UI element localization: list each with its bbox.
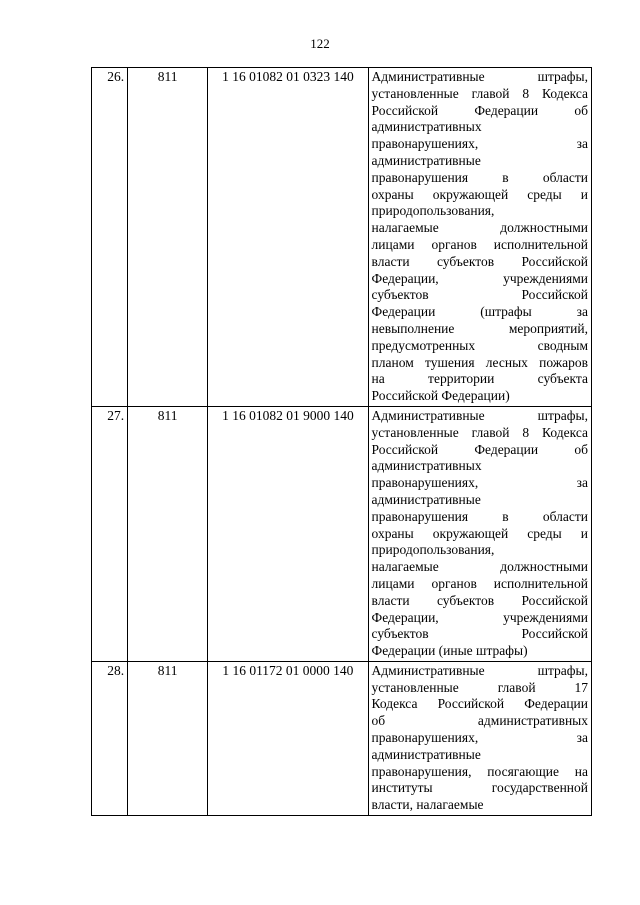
row-number: 28.: [92, 661, 128, 815]
description-line: правонарушениях, за: [371, 730, 588, 746]
description-line: налагаемые должностными: [371, 220, 588, 236]
description-line: Российской Федерации об: [371, 102, 588, 118]
description-line: правонарушения в области: [371, 508, 588, 524]
income-description: [368, 406, 591, 661]
administrator-code: 811: [128, 661, 208, 815]
description-line: установленные главой 17: [371, 679, 588, 695]
description-line: власти субъектов Российской: [371, 253, 588, 269]
income-description: [368, 68, 591, 407]
income-description: [368, 661, 591, 815]
description-line: охраны окружающей среды и: [371, 525, 588, 541]
description-line: Административные штрафы,: [371, 407, 588, 423]
row-number: 26.: [92, 68, 128, 407]
description-line: административные: [371, 491, 481, 507]
description-line: предусмотренных сводным: [371, 337, 588, 353]
budget-classification-code: 1 16 01082 01 9000 140: [208, 406, 368, 661]
description-line: Федерации (штрафы за: [371, 304, 588, 320]
description-line: административные: [371, 746, 481, 762]
description-line: природопользования,: [371, 542, 495, 558]
description-line: лицами органов исполнительной: [371, 236, 588, 252]
administrator-code: 811: [128, 68, 208, 407]
budget-classification-code: 1 16 01082 01 0323 140: [208, 68, 368, 407]
description-line: об административных: [371, 713, 588, 729]
description-line: Российской Федерации об: [371, 441, 588, 457]
description-line: установленные главой 8 Кодекса: [371, 85, 588, 101]
description-line: субъектов Российской: [371, 287, 588, 303]
description-line: Федерации, учреждениями: [371, 609, 588, 625]
table-row: [92, 406, 592, 661]
description-line: Федерации, учреждениями: [371, 270, 588, 286]
description-line: планом тушения лесных пожаров: [371, 354, 588, 370]
description-line: власти субъектов Российской: [371, 592, 588, 608]
description-line: охраны окружающей среды и: [371, 186, 588, 202]
description-line: Федерации (иные штрафы): [371, 643, 528, 659]
description-line: власти, налагаемые: [371, 797, 484, 813]
description-line: правонарушения, посягающие на: [371, 763, 588, 779]
row-number: 27.: [92, 406, 128, 661]
description-line: природопользования,: [371, 203, 495, 219]
description-line: административных: [371, 119, 482, 135]
description-line: правонарушениях, за: [371, 475, 588, 491]
table-row: [92, 661, 592, 815]
description-line: административные: [371, 152, 481, 168]
description-line: институты государственной: [371, 780, 588, 796]
budget-codes-table: [91, 67, 592, 816]
description-line: Административные штрафы,: [371, 69, 588, 84]
description-line: субъектов Российской: [371, 626, 588, 642]
description-line: Кодекса Российской Федерации: [371, 696, 588, 712]
description-line: налагаемые должностными: [371, 559, 588, 575]
description-line: правонарушениях, за: [371, 136, 588, 152]
description-line: Российской Федерации): [371, 388, 510, 404]
description-line: на территории субъекта: [371, 371, 588, 387]
description-line: невыполнение мероприятий,: [371, 320, 588, 336]
description-line: Административные штрафы,: [371, 662, 588, 678]
description-line: лицами органов исполнительной: [371, 575, 588, 591]
administrator-code: 811: [128, 406, 208, 661]
description-line: установленные главой 8 Кодекса: [371, 424, 588, 440]
description-line: административных: [371, 458, 482, 474]
budget-classification-code: 1 16 01172 01 0000 140: [208, 661, 368, 815]
table-row: [92, 68, 592, 407]
page-number: 122: [310, 36, 330, 51]
description-line: правонарушения в области: [371, 169, 588, 185]
